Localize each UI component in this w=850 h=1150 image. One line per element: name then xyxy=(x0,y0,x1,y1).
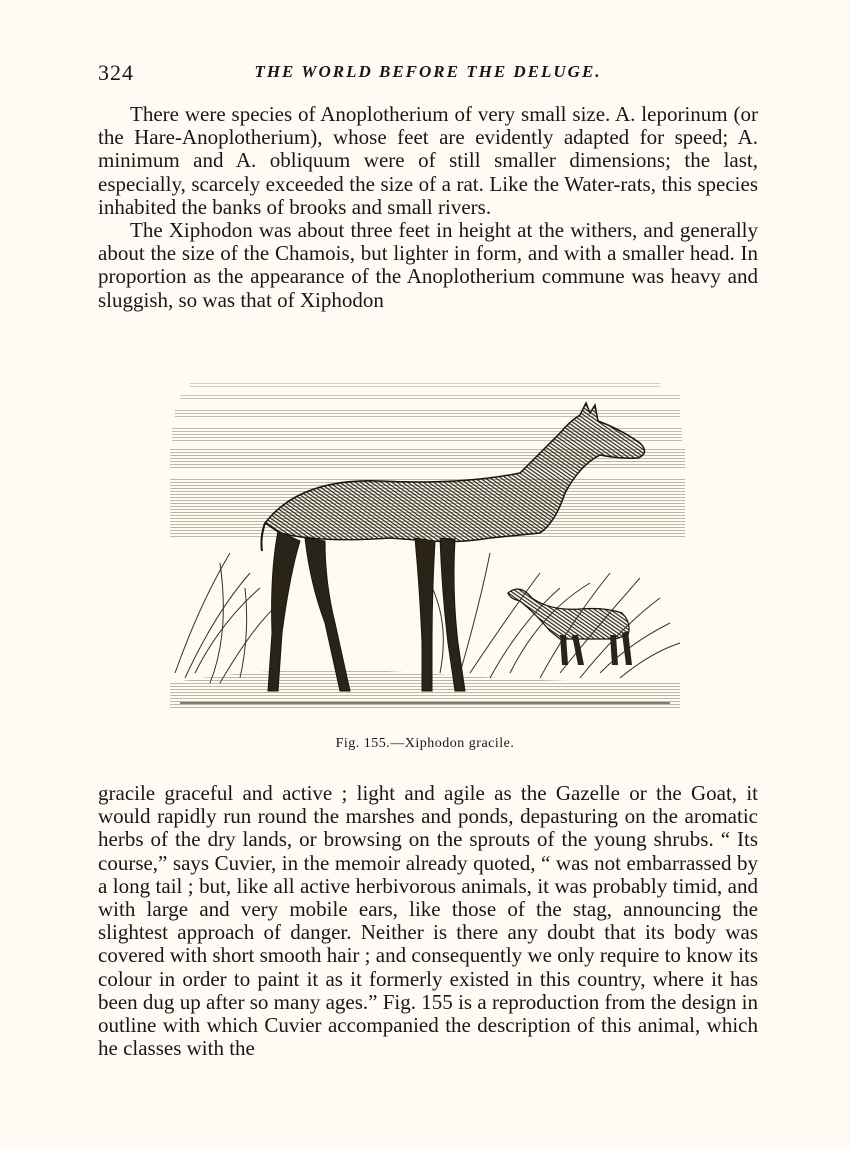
paragraph-xiphodon: The Xiphodon was about three feet in height at the withers, and generally about the size of the Chamois, but lighter in form, and with a smaller head. In proportion as the appearance of the Anoplotherium commune was heavy and sluggish, so was that of Xiphodon xyxy=(98,218,758,312)
figure-xiphodon-illustration xyxy=(160,373,690,725)
body-text-bottom xyxy=(98,782,758,1060)
xiphodon-engraving xyxy=(160,373,690,725)
paragraph-anoplotherium: There were species of Anoplotherium of very small size. A. leporinum (or the Hare-Anoplotherium), whose feet are evidently adapted for speed; A. minimum and A. obliquum were of still smaller dimensions; the last, especially, scarcely exceeded the size of a rat. Like the Water-rats, this species inhabited the banks of brooks and small rivers. xyxy=(98,102,758,219)
figure-caption: Fig. 155.—Xiphodon gracile. xyxy=(335,736,515,751)
page-number: 324 xyxy=(98,60,134,85)
page-header xyxy=(98,60,758,86)
young-xiphodon xyxy=(508,589,632,665)
body-text-top xyxy=(98,103,758,312)
paragraph-continuation: gracile graceful and active ; light and agile as the Gazelle or the Goat, it would rapidly run round the marshes and ponds, depasturing on the aromatic herbs of the dry lands, or browsing on the sprouts of the young shrubs. “ Its course,” says Cuvier, in the memoir already quoted, “ was not embarrassed by a long tail ; but, like all active herbivorous animals, it was probably timid, and with large and very mobile ears, like those of the stag, announcing the slightest approach of danger. Neither is there any doubt that its body was covered with short smooth hair ; and consequently we only require to know its colour in order to paint it as it formerly existed in this country, where it has been dug up after so many ages.” Fig. 155 is a reproduction from the design in outline with which Cuvier accompanied the description of this animal, which he classes with the xyxy=(98,781,758,1061)
adult-xiphodon xyxy=(261,403,644,691)
running-title: THE WORLD BEFORE THE DELUGE. xyxy=(254,62,602,81)
